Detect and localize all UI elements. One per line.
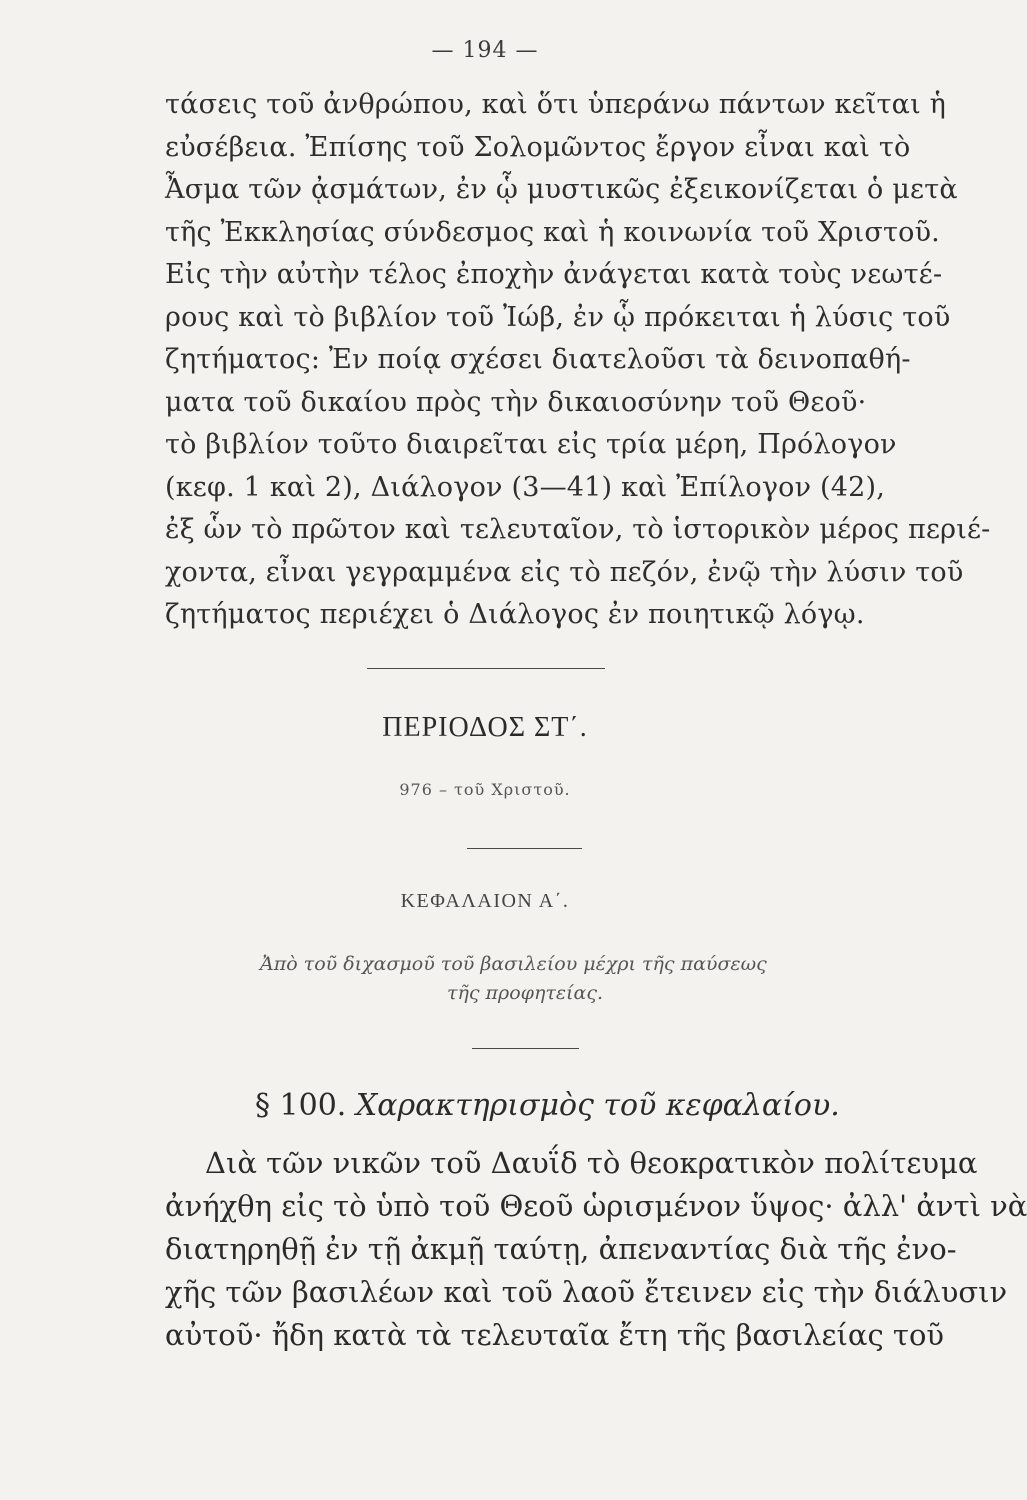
text-line: (κεφ. 1 καὶ 2), Διάλογον (3—41) καὶ Ἐπίλογον (42), xyxy=(165,471,886,503)
period-title: ΠΕΡΙΟΔΟΣ ΣΤ΄. xyxy=(382,712,588,743)
section-title: Χαρακτηρισμὸς τοῦ κεφαλαίου. xyxy=(355,1088,840,1123)
chapter-subtitle-line: τῆς προφητείας. xyxy=(446,982,604,1004)
chapter-subtitle xyxy=(260,950,880,1008)
text-line: αὐτοῦ· ἤδη κατὰ τὰ τελευταῖα ἔτη τῆς βασιλείας τοῦ xyxy=(165,1318,945,1352)
text-line: ἀνήχθη εἰς τὸ ὑπὸ τοῦ Θεοῦ ὡρισμένον ὕψος· ἀλλ' ἀντὶ νὰ xyxy=(165,1189,1027,1223)
chapter-subtitle-line: Ἀπὸ τοῦ διχασμοῦ τοῦ βασιλείου μέχρι τῆς παύσεως xyxy=(260,953,767,975)
section-divider xyxy=(472,1048,579,1049)
section-paragraph xyxy=(165,1142,1027,1357)
text-line: ρους καὶ τὸ βιβλίον τοῦ Ἰώβ, ἐν ᾧ πρόκειται ἡ λύσις τοῦ xyxy=(165,301,951,333)
period-date: 976 – τοῦ Χριστοῦ. xyxy=(399,780,571,799)
text-line: ζητήματος περιέχει ὁ Διάλογος ἐν ποιητικῷ λόγῳ. xyxy=(165,599,865,630)
text-line: χοντα, εἶναι γεγραμμένα εἰς τὸ πεζόν, ἐνῷ τὴν λύσιν τοῦ xyxy=(165,556,964,588)
chapter-title: ΚΕΦΑΛΑΙΟΝ Α΄. xyxy=(400,890,570,912)
section-number: § 100. xyxy=(255,1088,347,1123)
section-heading xyxy=(255,1088,840,1123)
text-line: τῆς Ἐκκλησίας σύνδεσμος καὶ ἡ κοινωνία τοῦ Χριστοῦ. xyxy=(165,216,940,248)
text-line: ζητήματος: Ἐν ποίᾳ σχέσει διατελοῦσι τὰ δεινοπαθή- xyxy=(165,344,911,375)
text-line: Διὰ τῶν νικῶν τοῦ Δαυΐδ τὸ θεοκρατικὸν πολίτευμα xyxy=(205,1146,978,1180)
text-line: τάσεις τοῦ ἀνθρώπου, καὶ ὅτι ὑπεράνω πάντων κεῖται ἡ xyxy=(165,89,947,120)
text-line: ματα τοῦ δικαίου πρὸς τὴν δικαιοσύνην τοῦ Θεοῦ· xyxy=(165,386,867,418)
text-line: Ἆσμα τῶν ᾀσμάτων, ἐν ᾧ μυστικῶς ἐξεικονίζεται ὁ μετὰ xyxy=(165,174,958,205)
text-line: εὐσέβεια. Ἐπίσης τοῦ Σολομῶντος ἔργον εἶναι καὶ τὸ xyxy=(165,131,911,163)
page-number: — 194 — xyxy=(431,38,539,63)
body-paragraph xyxy=(165,84,991,637)
text-line: χῆς τῶν βασιλέων καὶ τοῦ λαοῦ ἔτεινεν εἰς τὴν διάλυσιν xyxy=(165,1275,1008,1309)
text-line: διατηρηθῇ ἐν τῇ ἀκμῇ ταύτῃ, ἀπεναντίας διὰ τῆς ἐνο- xyxy=(165,1232,957,1266)
section-divider xyxy=(467,848,582,849)
text-line: ἐξ ὧν τὸ πρῶτον καὶ τελευταῖον, τὸ ἱστορικὸν μέρος περιέ- xyxy=(165,514,991,545)
section-divider xyxy=(367,668,605,669)
text-line: Εἰς τὴν αὐτὴν τέλος ἐποχὴν ἀνάγεται κατὰ τοὺς νεωτέ- xyxy=(165,259,943,290)
text-line: τὸ βιβλίον τοῦτο διαιρεῖται εἰς τρία μέρη, Πρόλογον xyxy=(165,429,897,460)
